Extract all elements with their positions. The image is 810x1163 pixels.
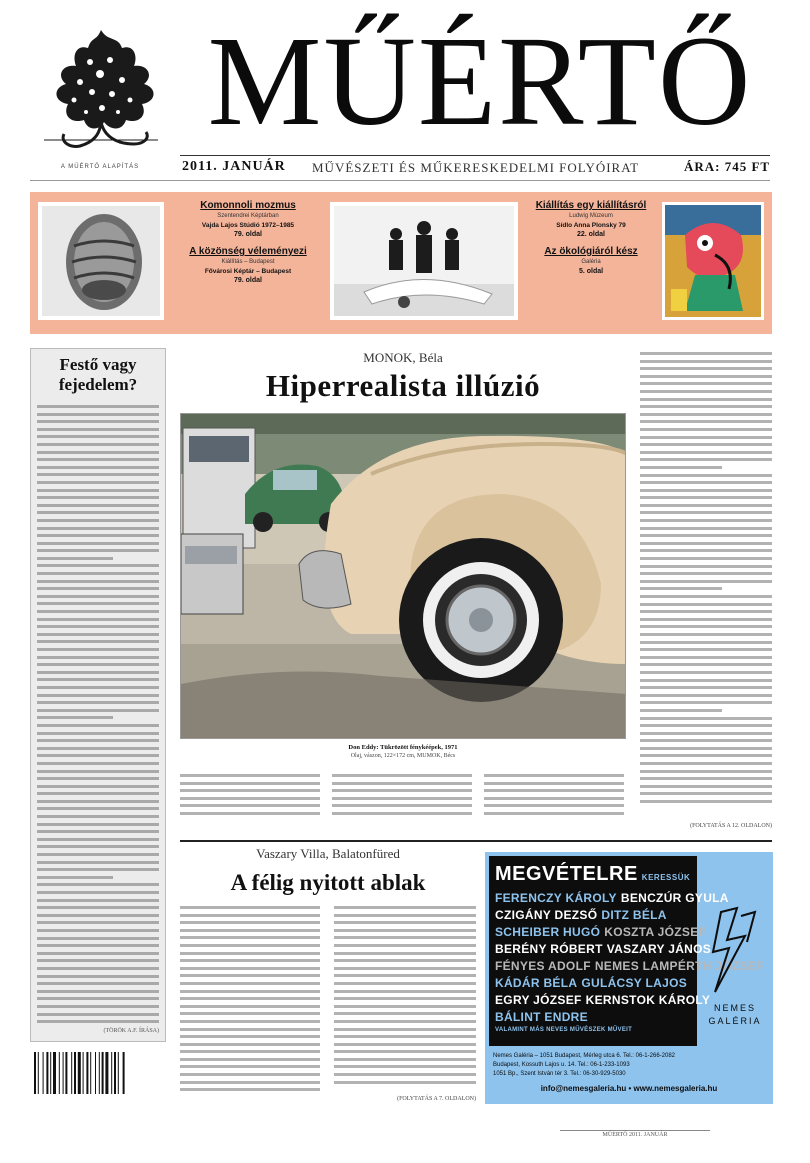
text-line [37, 451, 159, 454]
promo-page: 22. oldal [576, 231, 605, 238]
text-line [332, 782, 472, 785]
text-line [37, 823, 159, 826]
ad-contact-line: 1051 Bp., Szent István tér 3. Tel.: 06-30-929-5030 [493, 1071, 626, 1077]
text-line [37, 830, 159, 833]
text-line [334, 1065, 476, 1068]
text-line [37, 701, 159, 704]
text-line [332, 804, 472, 807]
text-line [37, 549, 159, 552]
ad-artist-name: BENCZÚR GYULA [620, 891, 729, 905]
text-line [180, 974, 320, 977]
promo-title[interactable]: Kiállítás egy kiállításról [535, 200, 647, 211]
text-line [180, 1050, 320, 1053]
text-line [37, 899, 159, 902]
text-line [334, 929, 476, 932]
text-line [180, 797, 320, 800]
text-line [640, 754, 772, 757]
text-line [640, 519, 772, 522]
text-line [37, 747, 159, 750]
text-line [37, 542, 159, 545]
text-line [180, 1012, 320, 1015]
text-line [37, 481, 159, 484]
promo-page: 5. oldal [578, 268, 604, 275]
text-line [37, 975, 159, 978]
text-line [332, 774, 472, 777]
text-line [640, 549, 772, 552]
text-line [37, 473, 159, 476]
text-line [180, 1035, 320, 1038]
text-line [334, 1058, 476, 1061]
text-line [180, 1020, 320, 1023]
text-line [334, 982, 476, 985]
text-line [640, 732, 772, 735]
text-line [484, 789, 624, 792]
gallery-name: NEMES GALÉRIA [708, 1003, 762, 1026]
text-line [37, 595, 159, 598]
text-line [37, 709, 159, 712]
sidebar-title[interactable]: Festő vagy fejedelem? [58, 355, 138, 394]
text-line [640, 466, 722, 469]
text-line [180, 1081, 320, 1084]
text-line [37, 967, 159, 970]
text-line [332, 797, 472, 800]
text-line [37, 952, 159, 955]
ad-artist-row [495, 941, 712, 958]
text-line [640, 436, 772, 439]
leaf-caption: A MŰÉRTŐ ALAPÍTÁS [60, 164, 140, 170]
text-line [332, 789, 472, 792]
text-line [37, 413, 159, 416]
text-line [640, 474, 772, 477]
text-line [334, 1043, 476, 1046]
article2-byline: Vaszary Villa, Balatonfüred [256, 846, 400, 861]
promo-page: 79. oldal [233, 277, 262, 284]
ad-artist-name: KERNSTOK KÁROLY [585, 993, 711, 1007]
text-line [37, 982, 159, 985]
text-line [640, 762, 772, 765]
text-line [37, 785, 159, 788]
sidebar-article [30, 348, 166, 1042]
text-line [37, 845, 159, 848]
text-line [180, 990, 320, 993]
ad-artist-row [495, 975, 691, 992]
text-line [640, 428, 772, 431]
text-line [180, 1043, 320, 1046]
text-line [37, 770, 159, 773]
ad-contacts [493, 1052, 765, 1079]
text-line [37, 435, 159, 438]
ad-artist-name: FERENCZY KÁROLY [495, 891, 617, 905]
text-line [37, 686, 159, 689]
article2-signature: (FOLYTATÁS A 7. OLDALON) [397, 1096, 476, 1102]
text-line [180, 1058, 320, 1061]
text-line [37, 853, 159, 856]
text-line [37, 914, 159, 917]
text-line [37, 891, 159, 894]
text-line [37, 876, 113, 879]
text-line [37, 557, 113, 560]
text-line [37, 990, 159, 993]
text-line [37, 944, 159, 947]
text-line [640, 382, 772, 385]
text-line [640, 565, 772, 568]
text-line [180, 967, 320, 970]
text-line [37, 602, 159, 605]
photo-caption-title: Don Eddy: Tükrözött fénykéépek, 1971 [348, 744, 458, 751]
text-line [180, 997, 320, 1000]
promo-image-sculpture[interactable] [38, 202, 164, 320]
text-line [37, 572, 159, 575]
text-line [180, 944, 320, 947]
ad-artist-name: FÉNYES ADOLF [495, 959, 591, 973]
promo-sub: Szentendrei Képtárban [217, 213, 279, 219]
text-line [37, 694, 159, 697]
text-line [37, 587, 159, 590]
text-line [180, 774, 320, 777]
text-line [640, 656, 772, 659]
text-line [640, 489, 772, 492]
ad-headline: MEGVÉTELRE KERESSÜK [495, 863, 691, 885]
text-line [640, 618, 772, 621]
sidebar-signature: (TÖRÖK A.F. ÍRÁSA) [103, 1027, 159, 1034]
promo-detail: Sídlo Anna Plonsky 79 [556, 222, 626, 229]
article2-column [180, 906, 320, 1096]
text-line [640, 595, 772, 598]
text-line [37, 489, 159, 492]
text-line [640, 671, 772, 674]
text-line [37, 580, 159, 583]
ad-artist-row [495, 958, 764, 975]
text-line [37, 527, 159, 530]
text-line [640, 747, 772, 750]
promo-band [30, 192, 772, 334]
text-line [334, 967, 476, 970]
text-line [334, 990, 476, 993]
text-line [180, 982, 320, 985]
gallery-advertisement[interactable] [485, 852, 773, 1104]
text-line [334, 921, 476, 924]
text-line [180, 1005, 320, 1008]
text-line [37, 420, 159, 423]
text-line [180, 812, 320, 815]
text-line [37, 762, 159, 765]
text-line [37, 443, 159, 446]
article-signature: (FOLYTATÁS A 12. OLDALON) [690, 823, 772, 829]
ad-artist-name: BERÉNY RÓBERT [495, 942, 603, 956]
text-line [37, 504, 159, 507]
barcode-icon [32, 1052, 160, 1102]
text-line [37, 511, 159, 514]
text-line [37, 610, 159, 613]
ad-artist-name: DITZ BÉLA [601, 908, 667, 922]
text-line [180, 929, 320, 932]
text-line [37, 625, 159, 628]
article-headline[interactable]: Hiperrealista illúzió [265, 368, 541, 403]
text-line [640, 405, 772, 408]
ad-artist-row [495, 890, 729, 907]
text-line [640, 800, 772, 803]
text-line [640, 777, 772, 780]
text-line [180, 906, 320, 909]
promo-sub: Galéria [581, 259, 601, 265]
text-line [334, 936, 476, 939]
text-line [640, 641, 772, 644]
text-line [640, 504, 772, 507]
footer-note: MŰÉRTŐ 2011. JANUÁR [560, 1130, 710, 1138]
text-line [332, 812, 472, 815]
text-line [640, 496, 772, 499]
text-line [640, 709, 722, 712]
promo-image-installation[interactable] [330, 202, 518, 320]
text-line [484, 812, 624, 815]
text-line [37, 1005, 159, 1008]
text-line [37, 1013, 159, 1016]
text-line [640, 527, 772, 530]
sidebar-body-text [37, 405, 159, 1023]
text-line [334, 1020, 476, 1023]
ad-artist-name: KOSZTA JÓZSEF [604, 925, 707, 939]
text-line [640, 587, 722, 590]
article-column [180, 774, 320, 820]
ad-artist-name: VASZARY JÁNOS [606, 942, 712, 956]
article2-column [334, 906, 476, 1088]
magazine-subtitle: MŰVÉSZETI ÉS MŰKERESKEDELMI FOLYÓIRAT [312, 160, 640, 175]
text-line [37, 777, 159, 780]
text-line [640, 717, 772, 720]
article2-headline[interactable]: A félig nyitott ablak [230, 870, 426, 895]
magazine-title: MŰÉRTŐ [207, 10, 753, 152]
leaf-logo-icon [30, 22, 172, 164]
text-line [484, 782, 624, 785]
text-line [37, 671, 159, 674]
promo-block-right [526, 200, 656, 283]
ad-artist-row [495, 992, 711, 1009]
text-line [640, 686, 772, 689]
text-line [640, 557, 772, 560]
text-line [37, 739, 159, 742]
ad-artist-name: SCHEIBER HUGÓ [495, 925, 601, 939]
text-line [37, 959, 159, 962]
text-line [37, 937, 159, 940]
article-byline: MONOK, Béla [363, 350, 443, 365]
text-line [334, 997, 476, 1000]
text-line [180, 789, 320, 792]
ad-artist-name: GULÁCSY LAJOS [581, 976, 688, 990]
text-line [180, 782, 320, 785]
ad-contact-line: Budapest, Kossuth Lajos u. 14. Tel.: 06-1-233-1093 [493, 1062, 630, 1068]
text-line [640, 648, 772, 651]
text-line [180, 1028, 320, 1031]
ad-artist-row [495, 907, 691, 924]
ad-artist-name: CZIGÁNY DEZSŐ [495, 908, 598, 922]
masthead-rule [180, 155, 770, 156]
text-line [37, 405, 159, 408]
text-line [37, 929, 159, 932]
text-line [37, 519, 159, 522]
text-line [640, 443, 772, 446]
text-line [640, 633, 772, 636]
issue-date: 2011. JANUÁR [182, 159, 286, 174]
text-line [484, 774, 624, 777]
text-line [37, 648, 159, 651]
article-column-right [640, 352, 772, 808]
text-line [334, 1028, 476, 1031]
text-line [37, 815, 159, 818]
text-line [640, 603, 772, 606]
promo-page: 79. oldal [233, 231, 262, 238]
text-line [37, 678, 159, 681]
promo-title[interactable]: Komonnoli mozmus [200, 200, 296, 211]
text-line [37, 868, 159, 871]
text-line [180, 936, 320, 939]
text-line [640, 572, 772, 575]
text-line [334, 1050, 476, 1053]
text-line [640, 542, 772, 545]
text-line [640, 458, 772, 461]
text-line [180, 959, 320, 962]
ad-artist-row [495, 924, 707, 941]
promo-title[interactable]: Az ökológiáról kész [544, 246, 638, 257]
text-line [640, 367, 772, 370]
text-line [484, 797, 624, 800]
text-line [180, 1088, 320, 1091]
text-line [640, 663, 772, 666]
text-line [334, 906, 476, 909]
text-line [334, 959, 476, 962]
text-line [640, 360, 772, 363]
text-line [180, 914, 320, 917]
text-line [37, 716, 113, 719]
text-line [334, 974, 476, 977]
text-line [640, 420, 772, 423]
text-line [37, 792, 159, 795]
text-line [37, 633, 159, 636]
text-line [37, 800, 159, 803]
text-line [37, 883, 159, 886]
article-photo-car[interactable] [180, 413, 626, 739]
text-line [37, 466, 159, 469]
text-line [640, 792, 772, 795]
text-line [640, 679, 772, 682]
promo-sub: Ludwig Múzeum [569, 213, 613, 219]
text-line [640, 481, 772, 484]
text-line [640, 580, 772, 583]
text-line [37, 724, 159, 727]
text-line [37, 921, 159, 924]
promo-title[interactable]: A közönség véleményezi [189, 246, 307, 257]
ad-contact-line: Nemes Galéria – 1051 Budapest, Mérleg utca 6. Tel.: 06-1-266-2082 [493, 1053, 675, 1059]
text-line [37, 534, 159, 537]
text-line [640, 534, 772, 537]
text-line [334, 1035, 476, 1038]
ad-artist-name: NEMES LAMPÉRTH JÓZSEF [594, 959, 764, 973]
text-line [37, 732, 159, 735]
text-line [334, 914, 476, 917]
promo-sub: Kiállítás – Budapest [221, 259, 275, 265]
text-line [640, 701, 772, 704]
section-rule [180, 840, 772, 842]
text-line [37, 906, 159, 909]
masthead-rule-bottom [30, 180, 770, 181]
text-line [334, 1005, 476, 1008]
text-line [37, 663, 159, 666]
text-line [484, 804, 624, 807]
article-column [332, 774, 472, 820]
text-line [640, 352, 772, 355]
text-line [640, 413, 772, 416]
text-line [640, 610, 772, 613]
promo-detail: Vajda Lajos Stúdió 1972–1985 [201, 222, 295, 229]
text-line [37, 458, 159, 461]
ad-artist-row [495, 1009, 691, 1026]
ad-artist-name: KÁDÁR BÉLA [495, 976, 578, 990]
text-line [37, 754, 159, 757]
text-line [640, 390, 772, 393]
text-line [334, 1073, 476, 1076]
text-line [37, 807, 159, 810]
promo-detail: Fővárosi Képtár – Budapest [204, 268, 292, 275]
text-line [37, 861, 159, 864]
text-line [334, 1081, 476, 1084]
text-line [37, 1020, 159, 1023]
text-line [180, 921, 320, 924]
text-line [37, 428, 159, 431]
ad-artist-name: BÁLINT ENDRE [495, 1010, 588, 1024]
text-line [180, 1065, 320, 1068]
photo-caption-detail: Olaj, vászon, 122×172 cm, MUMOK, Bécs [350, 753, 456, 759]
text-line [640, 724, 772, 727]
text-line [37, 838, 159, 841]
text-line [640, 398, 772, 401]
promo-block-left [174, 200, 322, 292]
article-column [484, 774, 624, 820]
text-line [640, 511, 772, 514]
text-line [180, 1073, 320, 1076]
text-line [640, 451, 772, 454]
promo-image-painting[interactable] [662, 202, 764, 320]
text-line [640, 785, 772, 788]
text-line [640, 375, 772, 378]
text-line [334, 944, 476, 947]
text-line [180, 804, 320, 807]
text-line [37, 618, 159, 621]
text-line [640, 770, 772, 773]
text-line [640, 739, 772, 742]
text-line [37, 564, 159, 567]
text-line [334, 952, 476, 955]
text-line [37, 656, 159, 659]
ad-footer-text: VALAMINT MÁS NEVES MŰVÉSZEK MŰVEIT [495, 1027, 633, 1033]
text-line [180, 952, 320, 955]
text-line [640, 694, 772, 697]
text-line [640, 625, 772, 628]
ad-website-link[interactable]: info@nemesgaleria.hu • www.nemesgaleria.hu [540, 1084, 718, 1093]
text-line [37, 997, 159, 1000]
text-line [334, 1012, 476, 1015]
text-line [37, 496, 159, 499]
ad-artist-name: EGRY JÓZSEF [495, 993, 582, 1007]
text-line [37, 640, 159, 643]
price: ÁRA: 745 FT [684, 159, 771, 174]
gallery-logo-icon [707, 902, 763, 998]
